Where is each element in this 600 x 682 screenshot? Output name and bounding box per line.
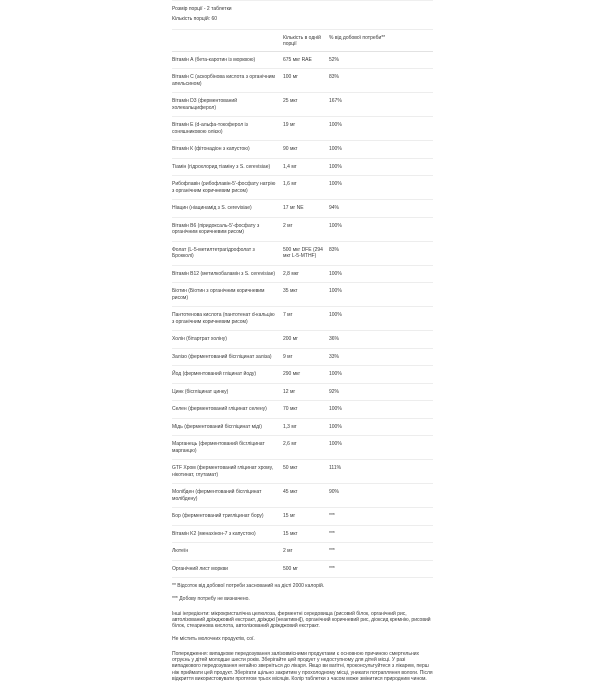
table-row [172,218,433,242]
nutrient-daily-value: *** [329,513,335,519]
nutrient-amount: 17 мг NE [283,205,304,211]
nutrient-amount: 200 мг [283,336,298,342]
nutrient-daily-value: *** [329,565,335,572]
nutrient-amount: 2,6 мг [283,441,297,447]
nutrient-name: Вітамін С (аскорбінова кислота з органічним апельсином) [172,74,275,87]
nutrient-daily-value: 100% [329,222,342,229]
table-row [172,331,433,349]
nutrient-daily-value: 100% [329,406,342,412]
nutrient-amount: 290 мкг [283,371,301,377]
nutrient-daily-value: 100% [329,270,342,277]
warning-text: Попередження: випадкове передозування залізовмісними продуктами є основною причиною смертельних отруєнь у дітей молодше шести років. Зберігайте цей продукт у недоступному для дітей місці. У разі випадкового передозування негайно зверніться до лікаря. Якщо ви вагітні, проконсультуйтеся з лікарем, перш ніж приймати цей продукт. Зберігати щільно закритим у прохолодному місці, уникати потрапляння вологи. Після відкриття використовувати протягом трьох місяців. Колір таблетки з часом може змінитися природним чином. [172,650,433,682]
nutrient-amount: 2 мг [283,548,293,554]
table-row [172,543,433,561]
table-row [172,484,433,508]
nutrient-amount: 12 мг [283,388,296,395]
nutrient-name: Вітамін А (бета-каротин із морквою) [172,56,256,63]
nutrient-daily-value: 100% [329,163,342,170]
nutrient-amount: 500 мкг DFE (294 мкг L-5-MTHF) [283,246,323,259]
nutrient-amount: 1,3 мг [283,423,297,430]
table-row [172,349,433,367]
serving-size: Розмір порції - 2 таблетки [172,6,232,12]
table-row [172,561,433,579]
nutrient-daily-value: 90% [329,489,340,495]
nutrient-name: Фолат (L-5-метилтетрагідрофолат з Брокколі) [172,246,255,259]
nutrient-amount: 35 мкг [283,288,298,294]
table-row [172,436,433,460]
table-row [172,307,433,331]
nutrient-daily-value: 100% [329,146,342,152]
nutrient-daily-value: *** [329,530,335,537]
nutrient-daily-value: 92% [329,388,340,395]
nutrient-amount: 45 мкг [283,489,298,495]
table-row [172,419,433,437]
column-header-amount: Кількість в одній порції [283,34,321,47]
nutrient-amount: 500 мг [283,565,298,572]
nutrient-amount: 25 мкг [283,98,298,104]
nutrient-amount: 2 мг [283,222,293,229]
nutrient-amount: 19 мг [283,122,296,128]
nutrient-daily-value: 83% [329,246,340,253]
nutrient-name: Пантотенова кислота (пантотенат d-кальцію з органічним коричневим рисом) [172,312,275,325]
nutrient-name: Лютеїн [172,548,189,554]
table-row [172,366,433,384]
nutrient-amount: 7 мг [283,312,293,318]
table-row [172,401,433,419]
nutrient-name: Органічний лист моркви [172,565,228,572]
nutrient-daily-value: 100% [329,181,342,187]
does-not-contain-text: Не містить молочних продуктів, сої. [172,636,255,643]
nutrient-name: Вітамін B12 (метилкобаламін з S. cerevisiae) [172,270,276,277]
nutrient-name: Залізо (ферментований бісгліцинат заліза) [172,353,272,360]
nutrient-daily-value: 36% [329,336,340,342]
footnote-dv-not-established: *** Добову потребу не визначено. [172,596,250,603]
nutrient-amount: 1,4 мг [283,163,297,170]
table-row [172,508,433,526]
facts-rows [172,52,433,579]
nutrient-daily-value: 100% [329,371,342,377]
nutrient-name: Біотин (Біотин з органічним коричневим рисом) [172,288,265,301]
nutrient-amount: 90 мкг [283,146,298,152]
table-row [172,460,433,484]
nutrient-amount: 50 мкг [283,465,298,471]
nutrient-name: Вітамін D3 (ферментований холекальциферол) [172,98,238,111]
nutrient-amount: 100 мг [283,74,298,80]
serving-info [172,0,433,30]
table-row [172,176,433,200]
table-row [172,200,433,218]
nutrient-name: Вітамін К (фітонадіон з капустою) [172,146,250,152]
footnote-dv-basis: ** Відсоток від добової потреби заснований на дієті 2000 калорій. [172,583,325,589]
table-row [172,242,433,266]
nutrient-name: Селен (ферментований гліцинат селену) [172,406,267,412]
nutrient-name: Цинк (бісгліцинат цинку) [172,388,229,395]
table-row [172,69,433,93]
table-row [172,117,433,141]
nutrient-amount: 2,8 мкг [283,270,299,277]
nutrient-daily-value: 100% [329,312,342,318]
other-ingredients-text: Інші інгредієнти: мікрокристалічна целюлоза, ферментні середовища (рисовий білок, органічний рис, автолізований дріжджовий екстракт, дріжджі [неактивні]), органічний коричневий рис, діоксид кремнію, рисовий білок, стеаринова кислота, автолізований дріжджовий екстракт. [172,610,431,630]
nutrient-name: Молібден (ферментований бісгліцинат молібдену) [172,489,262,502]
table-row [172,93,433,117]
nutrient-amount: 675 мкг RAE [283,56,312,63]
table-row [172,384,433,402]
nutrient-daily-value: *** [329,548,335,554]
servings-per-container: Кількість порцій: 60 [172,16,218,22]
nutrient-name: Вітамін B6 (піридоксаль-5'-фосфату з органічним коричневим рисом) [172,222,260,235]
nutrient-amount: 1,6 мг [283,181,297,187]
nutrient-amount: 70 мкг [283,406,298,412]
nutrient-daily-value: 83% [329,74,340,80]
nutrient-name: Вітамін Е (d-альфа-токоферол із соняшниковою олією) [172,122,248,135]
nutrient-name: Ніацин (ніацинамід з S. cerevisiae) [172,205,252,211]
nutrient-name: Вітамін K2 (менахінон-7 з капустою) [172,530,256,537]
nutrient-name: Холін (бітартрат холіну) [172,336,227,342]
nutrient-daily-value: 100% [329,122,342,128]
table-row [172,159,433,177]
table-row [172,52,433,70]
nutrient-name: Марганець (ферментований бісгліцинат марганцю) [172,441,265,454]
table-row [172,266,433,284]
nutrient-name: Рибофлавін (рибофлавін-5'-фосфату натрію з органічним коричневим рисом) [172,181,276,194]
nutrient-daily-value: 33% [329,353,340,360]
nutrient-daily-value: 111% [329,465,342,471]
nutrient-name: Йод (ферментований гліцинат йоду) [172,371,257,377]
nutrient-daily-value: 100% [329,423,342,430]
supplement-facts-panel [172,0,433,682]
nutrient-daily-value: 52% [329,56,340,63]
nutrient-name: Тіамін (гідрохлорид тіаміну з S. cerevisiae) [172,163,271,170]
nutrient-daily-value: 94% [329,205,340,211]
nutrient-daily-value: 100% [329,288,342,294]
nutrient-name: Мідь (ферментований бісгліцинат міді) [172,423,262,430]
nutrient-daily-value: 100% [329,441,342,447]
facts-table-header [172,30,433,52]
nutrient-daily-value: 167% [329,98,342,104]
column-header-daily-value: % від добової потреби** [329,34,386,41]
header-spacer [172,35,283,47]
table-row [172,526,433,544]
nutrient-name: Бор (ферментований тригліцинат бору) [172,513,264,519]
table-row [172,283,433,307]
table-row [172,141,433,159]
nutrient-name: GTF Хром (ферментований гліцинат хрому, нікотинат, глутамат) [172,465,274,478]
nutrient-amount: 9 мг [283,353,293,360]
nutrient-amount: 15 мг [283,513,296,519]
nutrient-amount: 15 мкг [283,530,298,537]
